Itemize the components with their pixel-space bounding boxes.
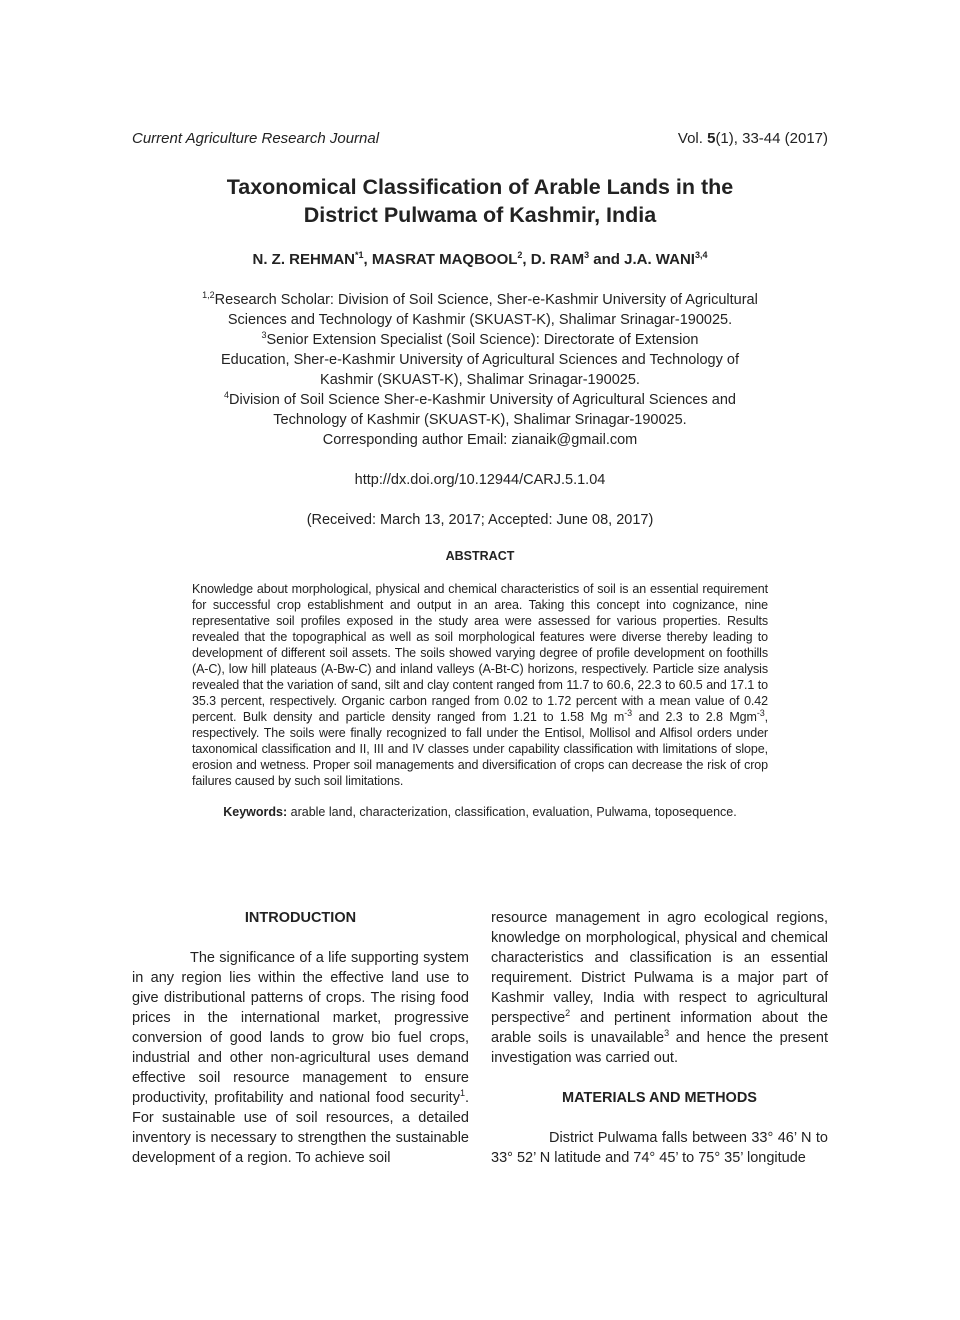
abstract-body [192, 581, 768, 789]
volume-suffix: (1), 33-44 (2017) [715, 130, 828, 147]
author-2: , MASRAT MAQBOOL [363, 251, 518, 268]
affiliation-2-sup: 3 [261, 330, 267, 341]
keywords [0, 805, 960, 819]
affiliation-2-text-1: Senior Extension Specialist (Soil Science): Directorate of Extension [266, 332, 699, 348]
affiliation-3-text-1: Division of Soil Science Sher-e-Kashmir University of Agricultural Sciences and [229, 392, 736, 408]
doi-link[interactable]: http://dx.doi.org/10.12944/CARJ.5.1.04 [354, 472, 606, 488]
author-3: , D. RAM [522, 251, 585, 268]
affiliation-1-text-1: Research Scholar: Division of Soil Science, Sher-e-Kashmir University of Agricultural [214, 292, 758, 308]
affiliation-2-line-1 [150, 330, 810, 350]
received-accepted-dates: (Received: March 13, 2017; Accepted: June 08, 2017) [306, 512, 654, 528]
materials-methods-paragraph: District Pulwama falls between 33° 46’ N to 33° 52’ N latitude and 74° 45’ to 75° 35’ longitude [491, 1130, 828, 1166]
intro-sup-3: 3 [664, 1028, 670, 1039]
introduction-heading: INTRODUCTION [244, 910, 357, 926]
affiliation-2-line-2: Education, Sher-e-Kashmir University of Agricultural Sciences and Technology of [221, 352, 739, 368]
introduction-paragraph [132, 948, 469, 1168]
journal-name: Current Agriculture Research Journal [132, 130, 380, 147]
author-3-sup: 3 [584, 250, 590, 260]
affiliations [150, 290, 810, 450]
article-title [0, 173, 960, 229]
author-1: N. Z. REHMAN [252, 251, 356, 268]
affiliation-1-line-1 [150, 290, 810, 310]
volume-info [678, 130, 828, 147]
body-column-right [491, 908, 828, 1168]
volume-number: 5 [707, 130, 716, 147]
abstract-sup-2: -3 [756, 707, 765, 718]
affiliation-1-sup: 1,2 [202, 290, 215, 301]
introduction-continuation [491, 908, 828, 1068]
corresponding-email: Corresponding author Email: zianaik@gmail.com [322, 432, 638, 448]
affiliation-2-line-3: Kashmir (SKUAST-K), Shalimar Srinagar-190025. [320, 372, 640, 388]
abstract-text-2: and 2.3 to 2.8 Mgm [632, 710, 757, 724]
abstract-text-1: Knowledge about morphological, physical and chemical characteristics of soil is an essential requirement for successful crop establishment and output in an area. Taking this concept into cognizance, nine representative soil profiles exposed in the study area were assessed for various properties. Results revealed that the topographical as well as soil morphological features were diverse thereby leading to development of different soil assets. The soils showed varying degree of profile development on foothills (A-C), low hill plateaus (A-Bw-C) and inland valleys (A-Bt-C) horizons, respectively. Particle size analysis revealed that the variation of sand, silt and clay content ranged from 11.7 to 60.6, 22.3 to 60.5 and 17.1 to 35.3 percent, respectively. Organic carbon ranged from 0.02 to 1.72 percent with a mean value of 0.42 percent. Bulk density and particle density ranged from 1.21 to 1.58 Mg m [192, 582, 768, 724]
abstract-heading: ABSTRACT [445, 549, 515, 563]
author-4: and J.A. WANI [589, 251, 695, 268]
materials-methods-heading: MATERIALS AND METHODS [562, 1090, 757, 1106]
intro-cont-text-1: resource management in agro ecological regions, knowledge on morphological, physical and chemical characteristics and classification is an essential requirement. District Pulwama is a major part of Kashmir valley, India with respect to agricultural perspective [491, 910, 828, 1026]
affiliation-1-line-2: Sciences and Technology of Kashmir (SKUAST-K), Shalimar Srinagar-190025. [227, 312, 733, 328]
intro-cont-text-2: and pertinent information about the arable soils is unavailable [491, 1010, 828, 1046]
abstract-text-3: , respectively. The soils were finally recognized to fall under the Entisol, Mollisol and Alfisol orders under taxonomical classification and II, III and IV classes under capability classification with limitations of slope, erosion and wetness. Proper soil managements and diversification of crops can decrease the risk of crop failures caused by such soil limitations. [192, 710, 768, 788]
author-list [0, 251, 960, 268]
keywords-label: Keywords: [223, 805, 288, 819]
author-4-sup: 3,4 [694, 250, 708, 260]
body-column-left [132, 908, 469, 1168]
intro-sup-2: 2 [565, 1008, 571, 1019]
title-line-2: District Pulwama of Kashmir, India [303, 203, 657, 227]
abstract-sup-1: -3 [624, 707, 633, 718]
author-2-sup: 2 [517, 250, 523, 260]
volume-prefix: Vol. [677, 130, 708, 147]
intro-text-1: The significance of a life supporting system in any region lies within the effective land use to give distributional patterns of crops. The rising food prices in the international market, progressive conversion of good lands to grow bio fuel crops, industrial and other non-agricultural uses demand effective soil resource management to ensure productivity, profitability and national food security [132, 950, 469, 1106]
author-1-sup: *1 [355, 250, 364, 260]
affiliation-3-sup: 4 [224, 390, 230, 401]
affiliation-3-line-1 [150, 390, 810, 410]
intro-text-2: . For sustainable use of soil resources, a detailed inventory is necessary to strengthen the sustainable development of a region. To achieve soil [132, 1090, 469, 1166]
affiliation-3-line-2: Technology of Kashmir (SKUAST-K), Shalimar Srinagar-190025. [273, 412, 687, 428]
title-line-1: Taxonomical Classification of Arable Lands in the [226, 175, 734, 199]
keywords-text: arable land, characterization, classification, evaluation, Pulwama, toposequence. [287, 805, 737, 819]
intro-cont-text-3: and hence the present investigation was carried out. [491, 1030, 828, 1066]
intro-sup-1: 1 [459, 1088, 465, 1099]
